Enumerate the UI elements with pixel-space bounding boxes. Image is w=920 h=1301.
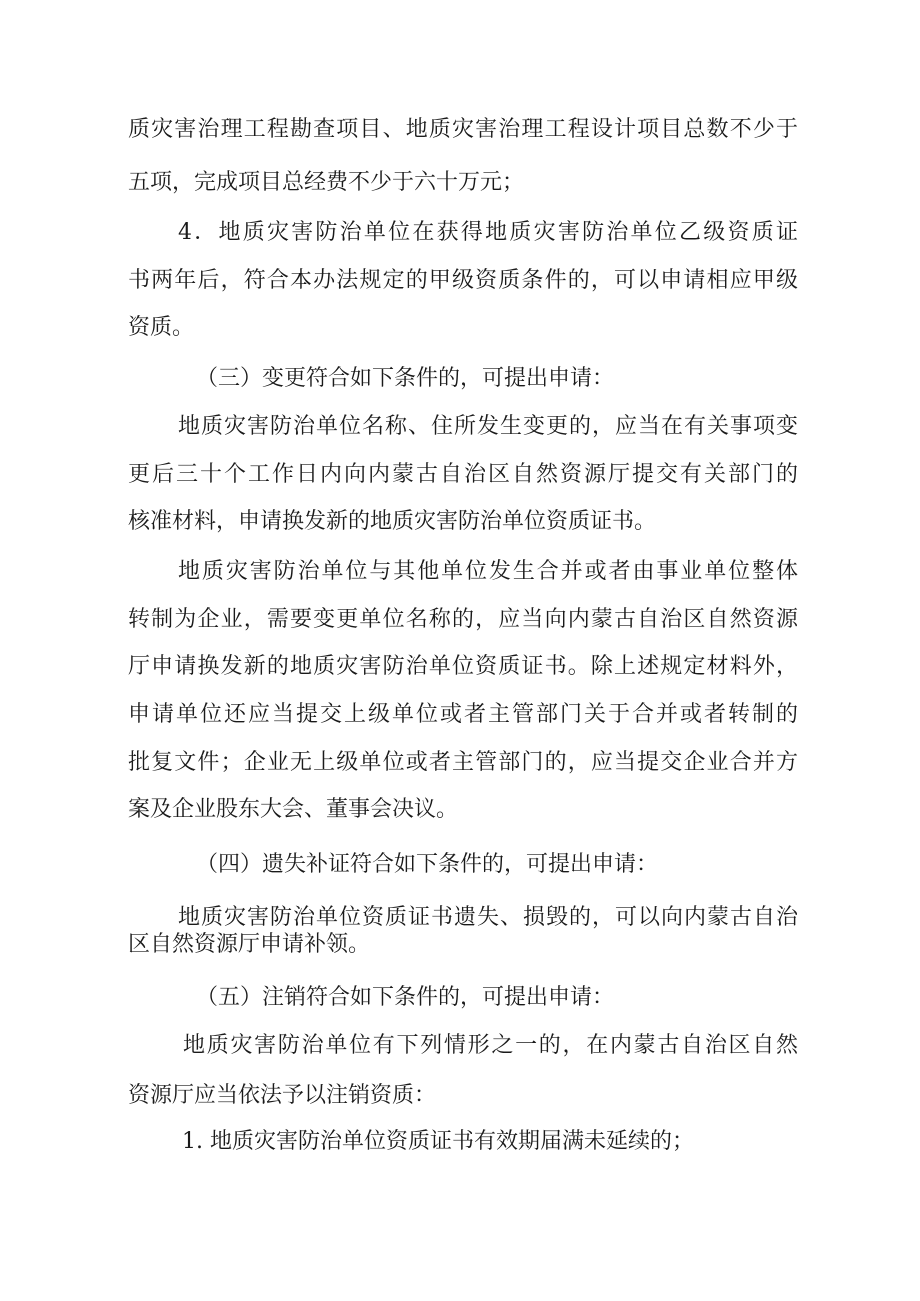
text-line: 厅申请换发新的地质灾害防治单位资质证书。除上述规定材料外，	[128, 654, 798, 679]
text-line: 案及企业股东大会、董事会决议。	[128, 797, 459, 822]
text-line: 批复文件；企业无上级单位或者主管部门的，应当提交企业合并方	[128, 750, 798, 775]
section-heading: （五）注销符合如下条件的，可提出申请：	[196, 985, 615, 1010]
text-line: 转制为企业，需要变更单位名称的，应当向内蒙古自治区自然资源	[128, 607, 798, 632]
text-line: 核准材料，申请换发新的地质灾害防治单位资质证书。	[128, 509, 657, 534]
text-line: 地质灾害防治单位资质证书遗失、损毁的，可以向内蒙古自治	[178, 905, 798, 930]
list-item: 1. 地质灾害防治单位资质证书有效期届满未延续的；	[182, 1129, 694, 1154]
text-line: 地质灾害防治单位有下列情形之一的，在内蒙古自治区自然	[183, 1033, 798, 1058]
text-line: 地质灾害防治单位与其他单位发生合并或者由事业单位整体	[178, 559, 798, 584]
text-line: 4．地质灾害防治单位在获得地质灾害防治单位乙级资质证	[178, 220, 798, 245]
text-line: 书两年后，符合本办法规定的甲级资质条件的，可以申请相应甲级	[128, 268, 798, 293]
text-line: 地质灾害防治单位名称、住所发生变更的，应当在有关事项变	[178, 414, 798, 439]
section-heading: （四）遗失补证符合如下条件的，可提出申请：	[196, 852, 659, 877]
text-line: 区自然资源厅申请补领。	[128, 932, 371, 957]
text-line: 质灾害治理工程勘查项目、地质灾害治理工程设计项目总数不少于	[128, 117, 798, 142]
text-line: 更后三十个工作日内向内蒙古自治区自然资源厅提交有关部门的	[128, 462, 798, 487]
text-line: 资质。	[128, 315, 195, 340]
section-heading: （三）变更符合如下条件的，可提出申请：	[196, 366, 615, 391]
text-line: 申请单位还应当提交上级单位或者主管部门关于合并或者转制的	[128, 702, 798, 727]
text-line: 资源厅应当依法予以注销资质：	[128, 1083, 437, 1108]
text-line: 五项，完成项目总经费不少于六十万元；	[128, 170, 525, 195]
